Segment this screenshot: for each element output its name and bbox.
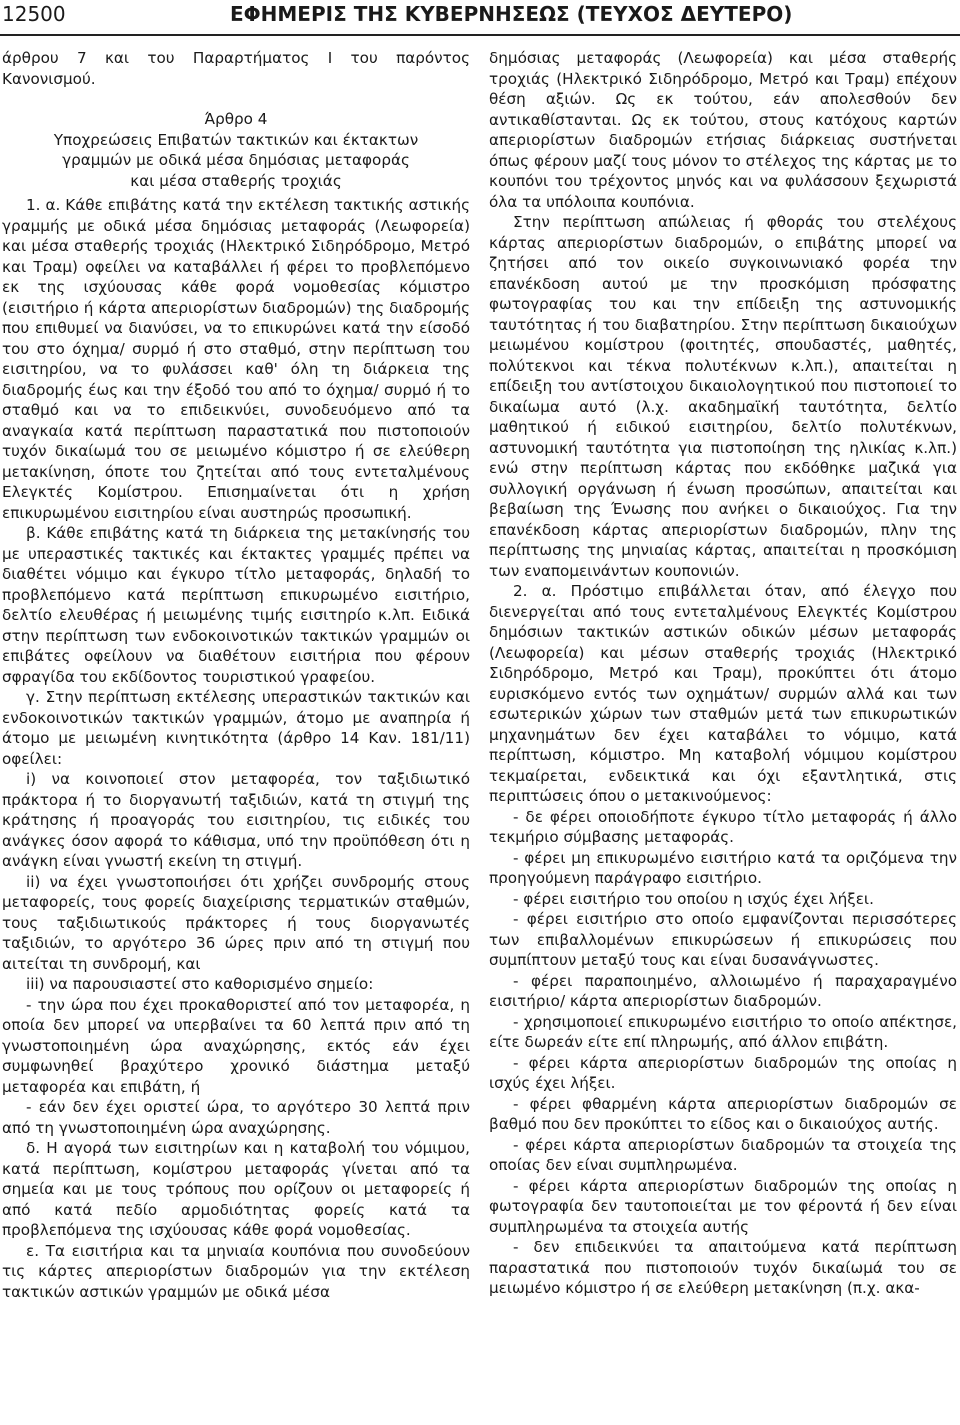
- list-item: - φέρει εισιτήριο στο οποίο εμφανίζονται περισσότερες των επιβαλλομένων επικυρώσεων ή επικυρώσεις που συμπίπτουν μεταξύ τους και είναι δυσανάγνωστες.: [489, 910, 957, 969]
- list-item: - φέρει μη επικυρωμένο εισιτήριο κατά τα οριζόμενα την προηγούμενη παράγραφο εισιτήριο.: [489, 848, 957, 887]
- right-column: [489, 48, 957, 1299]
- list-item: - φέρει κάρτα απεριορίστων διαδρομών τα στοιχεία της οποίας δεν είναι συμπληρωμένα.: [489, 1135, 957, 1174]
- paragraph: i) να κοινοποιεί στον μεταφορέα, τον ταξιδιωτικό πράκτορα ή το διοργανωτή ταξιδιών, κατά τη στιγμή της κράτησης ή προαγοράς του εισιτηρίου, τις ειδικές του ανάγκες όσον αφορά το κάθισμα, υπό την προϋπόθεση ότι η ανάγκη είναι γνωστή εκείνη τη στιγμή.: [2, 770, 470, 870]
- list-item: - δεν επιδεικνύει τα απαιτούμενα κατά περίπτωση παραστατικά που πιστοποιούν τυχόν δικαίωμά του σε μειωμένο κόμιστρο ή σε ελεύθερη μετακίνηση (π.χ. ακα-: [489, 1238, 957, 1297]
- article-number: Άρθρο 4: [204, 110, 268, 128]
- list-item: - φέρει παραποιημένο, αλλοιωμένο ή παραχαραγμένο εισιτήριο/ κάρτα απεριορίστων διαδρομών.: [489, 971, 957, 1010]
- paragraph: ii) να έχει γνωστοποιήσει ότι χρήζει συνδρομής στους μεταφορείς, τους φορείς διαχείρισης τερματικών σταθμών, τους ταξιδιωτικούς πράκτορες ή τους διοργανωτές ταξιδιών, το αργότερο 36 ώρες πριν από τη στιγμή που αιτείται τη συνδρομή, και: [2, 872, 470, 973]
- article-title-line: γραμμών με οδικά μέσα δημόσιας μεταφοράς: [62, 151, 410, 169]
- list-item: - χρησιμοποιεί επικυρωμένο εισιτήριο το οποίο απέκτησε, είτε δωρεάν είτε επί πληρωμής, από άλλον επιβάτη.: [489, 1012, 957, 1051]
- paragraph: - την ώρα που έχει προκαθοριστεί από τον μεταφορέα, η οποία δεν μπορεί να υπερβαίνει τα 60 λεπτά πριν από τη γνωστοποιημένη ώρα αναχώρησης, εκτός εάν έχει συμφωνηθεί βραχύτερο χρονικό διάστημα μεταξύ μεταφορέα και επιβάτη, ή: [2, 995, 470, 1096]
- paragraph: - εάν δεν έχει οριστεί ώρα, το αργότερο 30 λεπτά πριν από τη γνωστοποιημένη ώρα αναχώρησης.: [2, 1098, 470, 1137]
- list-item: - φέρει κάρτα απεριορίστων διαδρομών της οποίας η ισχύς έχει λήξει.: [489, 1053, 957, 1092]
- paragraph: iii) να παρουσιαστεί στο καθορισμένο σημείο:: [26, 975, 374, 993]
- paragraph: 1. α. Κάθε επιβάτης κατά την εκτέλεση τακτικής αστικής γραμμής με οδικά μέσα δημόσιας μεταφοράς (Λεωφορεία) και μέσα σταθερής τροχιάς (Ηλεκτρικό Σιδηρόδρομο, Μετρό και Τραμ) οφείλει να καταβάλλει ή φέρει το προβλεπόμενο εκ της ισχύουσας κάθε φορά νομοθεσίας κόμιστρο (εισιτήριο ή κάρτα απεριορίστων διαδρομών) της διαδρομής που επιθυμεί να διανύσει, να το επικυρώνει κατά την είσοδό του στο όχημα/ συρμό ή στο σταθμό, στην περίπτωση του εισιτηρίου, να το φυλάσσει καθ' όλη τη διάρκεια της διαδρομής έως και την έξοδό του από το όχημα/ συρμό ή το σταθμό και να το επιδεικνύει, συνοδευόμενο από τα αναγκαία κατά περίπτωση παραστατικά που πιστοποιούν τυχόν δικαίωμά του σε μειωμένο κόμιστρο ή σε ελεύθερη μετακίνηση, όποτε του ζητείται από τους εντεταλμένους Ελεγκτές Κομίστρου. Επισημαίνεται ότι η χρήση επικυρωμένου εισιτηρίου είναι αυστηρώς προσωπική.: [2, 196, 470, 522]
- paragraph: δημόσιας μεταφοράς (Λεωφορεία) και μέσα σταθερής τροχιάς (Ηλεκτρικό Σιδηρόδρομο, Μετρό και Τραμ) επέχουν θέση αξιών. Ως εκ τούτου, εάν απολεσθούν δεν αντικαθίστανται. Ως εκ τούτου, στους κατόχους καρτών απεριορίστων διαδρομών ετήσιας διάρκειας συστήνεται όπως φέρουν μαζί τους μόνον το στέλεχος της κάρτας με το κουπόνι του τρέχοντος μηνός και να φυλάσσουν ξεχωριστά όλα τα υπόλοιπα κουπόνια.: [489, 49, 957, 211]
- page-header: [0, 0, 960, 36]
- list-item: - φέρει φθαρμένη κάρτα απεριορίστων διαδρομών σε βαθμό που δεν προκύπτει το είδος και ο δικαιούχος αυτής.: [489, 1094, 957, 1133]
- paragraph: 2. α. Πρόστιμο επιβάλλεται όταν, από έλεγχο που διενεργείται από τους εντεταλμένους Ελεγκτές Κομίστρου δημόσιων τακτικών αστικών οδικών μέσων μεταφοράς (Λεωφορεία) και μέσων σταθερής τροχιάς (Ηλεκτρικό Σιδηρόδρομο, Μετρό και Τραμ), προκύπτει ότι άτομο ευρισκόμενο εντός των οχημάτων/ συρμών αλλά και των εσωτερικών χώρων των σταθμών μετά των επικυρωτικών μηχανημάτων δεν έχει καταβάλει το νόμιμο, κατά περίπτωση, κόμιστρο. Μη καταβολή νόμιμου κομίστρου τεκμαίρεται, ενδεικτικά και όχι εξαντλητικά, στις περιπτώσεις όπου ο μετακινούμενος:: [489, 582, 957, 805]
- paragraph: Στην περίπτωση απώλειας ή φθοράς του στελέχους κάρτας απεριορίστων διαδρομών, ο επιβάτης μπορεί να ζητήσει από τον οικείο συγκοινωνιακό φορέα την επανέκδοση αυτού με την προσκόμιση πρόσφατης φωτογραφίας του και την επίδειξη της αστυνομικής ταυτότητας ή του διαβατηρίου. Στην περίπτωση δικαιούχων μειωμένου κομίστρου (φοιτητές, σπουδαστές, μαθητές, πολύτεκνοι και τέκνα πολυτέκνων κ.λπ.), απαιτείται η επίδειξη του αντίστοιχου δικαιολογητικού που πιστοποιεί το δικαίωμα αυτό (λ.χ. ακαδημαϊκή ταυτότητα, δελτίο μαθητικού ή ειδικού εισιτηρίου, δελτίο πολυτέκνων, αστυνομική ταυτότητα για πιστοποίηση της ηλικίας κ.λπ.) ενώ στην περίπτωση κάρτας που εκδόθηκε μαζικά για συλλογική οργάνωση ή ένωση προσώπων, απαιτείται και βεβαίωση της Ένωσης που ανήκει ο δικαιούχος. Για την επανέκδοση κάρτας απεριορίστων διαδρομών, πλην της περίπτωσης της μηνιαίας κάρτας, απαιτείται η προσκόμιση των εναπομεινάντων κουπονιών.: [489, 213, 957, 580]
- article-title-line: Υποχρεώσεις Επιβατών τακτικών και έκτακτων: [53, 130, 419, 149]
- intro-text: άρθρου 7 και του Παραρτήματος Ι του παρόντος Κανονισμού.: [2, 49, 470, 88]
- left-column: [2, 48, 470, 1302]
- journal-title: ΕΦΗΜΕΡΙΣ ΤΗΣ ΚΥΒΕΡΝΗΣΕΩΣ (ΤΕΥΧΟΣ ΔΕΥΤΕΡΟ): [230, 2, 793, 26]
- article-title-line: και μέσα σταθερής τροχιάς: [130, 171, 342, 190]
- paragraph: ε. Τα εισιτήρια και τα μηνιαία κουπόνια που συνοδεύουν τις κάρτες απεριορίστων διαδρομών για την εκτέλεση τακτικών αστικών γραμμών με οδικά μέσα: [2, 1241, 470, 1301]
- article-heading: [2, 109, 470, 191]
- paragraph: β. Κάθε επιβάτης κατά τη διάρκεια της μετακίνησής του με υπεραστικές τακτικές και έκτακτες γραμμές πρέπει να διαθέτει νόμιμο και έγκυρο τίτλο μεταφοράς, δηλαδή το προβλεπόμενο κατά περίπτωση επικυρωμένο εισιτήριο, δελτίο ελευθέρας ή μειωμένης τιμής εισιτηρίο κ.λπ. Ειδικά στην περίπτωση των ενδοκοινοτικών τακτικών γραμμών οι επιβάτες οφείλουν να διαθέτουν εισιτήρια που φέρουν σφραγίδα του εκδίδοντος τουριστικού γραφείου.: [2, 524, 470, 686]
- list-item: - δε φέρει οποιοδήποτε έγκυρο τίτλο μεταφοράς ή άλλο τεκμήριο σύμβασης μεταφοράς.: [489, 807, 957, 846]
- page-number: 12500: [2, 2, 66, 26]
- paragraph: δ. Η αγορά των εισιτηρίων και η καταβολή του νόμιμου, κατά περίπτωση, κομίστρου μεταφοράς γίνεται από τα σημεία και με τους τρόπους που ορίζουν οι μεταφορείς ή από κατά πεδίο αρμοδιότητας φορείς κατά τα προβλεπόμενα της ισχύουσας κάθε φορά νομοθεσίας.: [2, 1139, 470, 1239]
- header-rule: [0, 34, 960, 36]
- list-item: - φέρει κάρτα απεριορίστων διαδρομών της οποίας η φωτογραφία δεν ταυτοποιείται με τον φέροντά ή δεν είναι συμπληρωμένα τα στοιχεία αυτής: [489, 1176, 957, 1236]
- paragraph: γ. Στην περίπτωση εκτέλεσης υπεραστικών τακτικών και ενδοκοινοτικών τακτικών γραμμών, άτομο με αναπηρία ή άτομο με μειωμένη κινητικότητα (άρθρο 14 Καν. 181/11) οφείλει:: [2, 688, 470, 768]
- list-item: - φέρει εισιτήριο του οποίου η ισχύς έχει λήξει.: [513, 889, 874, 908]
